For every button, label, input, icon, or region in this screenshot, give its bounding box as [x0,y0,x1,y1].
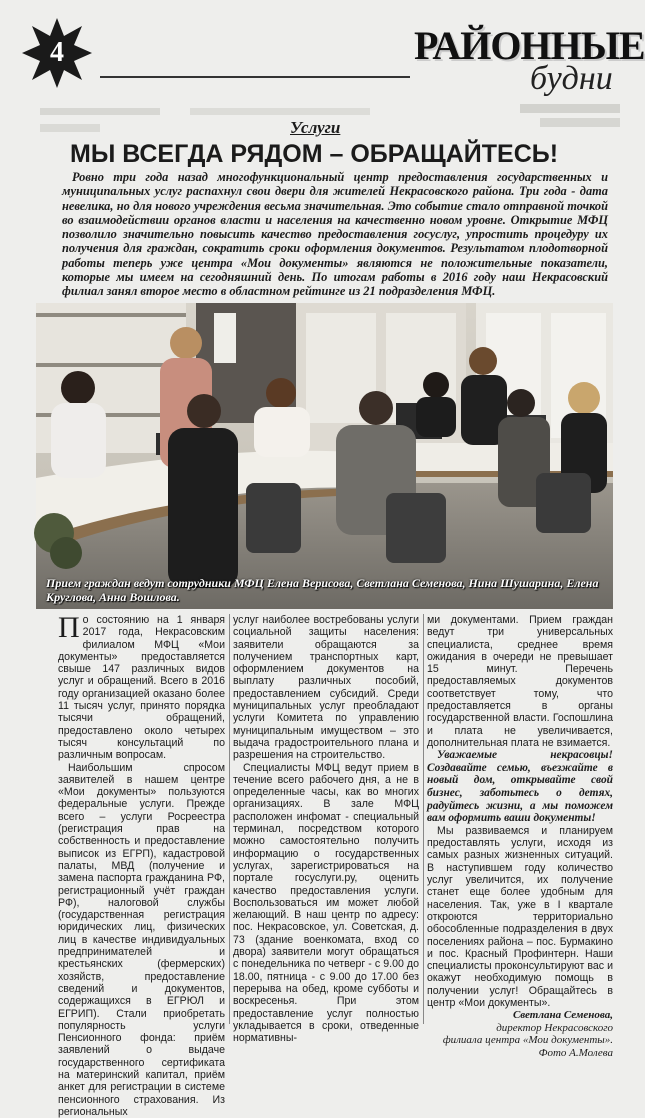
article-column-2 [233,614,419,1045]
photo-illustration [36,303,613,609]
author-position: филиала центра «Мои документы». [442,1034,613,1047]
drop-cap: П [58,611,80,644]
page-number: 4 [50,37,64,68]
appeal-paragraph: Уважаемые некрасовцы! Создавайте семью, въезжайте в новый дом, открывайте свой бизнес, заботьтесь о детях, радуйтесь жизни, а мы поможем вам оформить ваши документы! [427,749,613,825]
body-paragraph: Наибольшим спросом заявителей в нашем центре «Мои документы» пользуются федеральные услуги. Прежде всего – услуги Росреестра (регистрация прав на собственность и предоставление выписок из ЕГРП), кадастровой палаты, МВД (получение и замена паспорта гражданина РФ, регистрационный учёт граждан РФ), налоговой службы (государственная регистрация юридических лиц, физических лиц в качестве индивидуальных предпринимателей и крестьянских (фермерских) хозяйств, предоставление сведений и документов, содержащихся в ЕГРЮЛ и ЕГРИП). Стали приобретать популярность услуги Пенсионного фонда: приём заявлений о выдаче государственного сертификата на материнский капитал, приём анкет для регистрации в системе пенсионного страхования. Из региональных [58,761,225,1118]
headline: МЫ ВСЕГДА РЯДОМ – ОБРАЩАЙТЕСЬ! [70,140,559,168]
rubric-title: РАЙОННЫЕ [414,23,645,68]
body-paragraph: о состоянию на 1 января 2017 года, Некрасовским филиалом МФЦ «Мои документы» предоставляется свыше 147 различных видов услуг и обращений. Всего в 2016 году организацией оказано более 11 тысяч услуг, принято порядка тысячи обращений, предоставлено около четырех тысяч консультаций по различным вопросам. [58,614,225,762]
signature-block [427,1009,613,1059]
article-column-1 [58,611,225,1118]
column-divider [229,614,230,1024]
office-photo [36,303,613,609]
section-label: Услуги [290,118,341,137]
author-name: Светлана Семенова, [512,1009,613,1022]
photo-credit: Фото А.Молева [538,1046,613,1059]
body-paragraph: Мы развиваемся и планируем предоставлять услуги, исходя из самых разных жизненных ситуаций. В наступившем году количество услуг увеличится, их получение станет еще более удобным для населения. Так, уже в I квартале откроются территориально обособленные подразделения в двух поселениях района – пос. Бурмакино и пос. Красный Профинтерн. Наши специалисты проконсультируют вас и окажут необходимую помощь в получении услуг! Обращайтесь в центр «Мои документы». [427,824,613,1009]
header-rule [100,76,410,78]
rubric-subtitle: будни [530,60,613,97]
column-divider [423,614,424,1024]
body-paragraph: Специалисты МФЦ ведут прием в течение всего рабочего дня, а не в определенные часы, как во многих организациях. В зале МФЦ расположен инфомат - специальный терминал, посредством которого можно самостоятельно получить информацию о государственных услугах, зарегистрироваться на портале госуслуги.ру, оценить качество предоставления услуги. Воспользоваться им может любой желающий. В наш центр по адресу: пос. Некрасовское, ул. Советская, д. 73 (здание военкомата, вход со двора) заявители могут обращаться с понедельника по четверг - с 9.00 до 18.00, пятница - с 9.00 до 17.00 без перерыва на обед, кроме субботы и воскресенья. При этом предоставление услуг полностью укладывается в сроки, отведенные нормативны- [233,761,419,1045]
article-column-3 [427,614,613,1059]
body-paragraph: услуг наиболее востребованы услуги социальной защиты населения: заявители обращаются за получением транспортных карт, оформлением документов на выплату различных пособий, предоставлением субсидий. Среди муниципальных услуг преобладают услуги Комитета по управлению муниципальным имуществом – это выдача градостроительного плана и разрешения на строительство. [233,614,419,762]
lead-paragraph: Ровно три года назад многофункциональный центр предоставления государственных и муниципальных услуг распахнул свои двери для жителей Некрасовского района. Три года - дата невелика, но для нового учреждения весьма значительная. Это событие стало отправной точкой во взаимодействии органов власти и населения на качественно новом уровне. Открытие МФЦ позволило значительно повысить качество предоставления госуслуг, упростить процедуру их получения для граждан, сократить сроки оформления документов. Результатом плодотворной работы теперь уже центра «Мои документы» являются не положительные показатели, которые мы имеем на сегодняшний день. По итогам работы в 2016 году наш Некрасовский филиал занял второе место в областном рейтинге из 21 подразделения МФЦ. [62,170,608,299]
author-position: директор Некрасовского [496,1021,613,1034]
photo-caption: Прием граждан ведут сотрудники МФЦ Елена Верисова, Светлана Семенова, Нина Шушарина, Елена Круглова, Анна Вошлова. [46,576,599,604]
body-paragraph: ми документами. Прием граждан ведут три универсальных специалиста, среднее время ожидания в очереди не превышает 15 минут. Перечень предоставляемых документов соответствует тому, что предоставляется в органы государственной власти. Госпошлина и плата не увеличивается, дополнительная плата не взимается. [427,614,613,749]
